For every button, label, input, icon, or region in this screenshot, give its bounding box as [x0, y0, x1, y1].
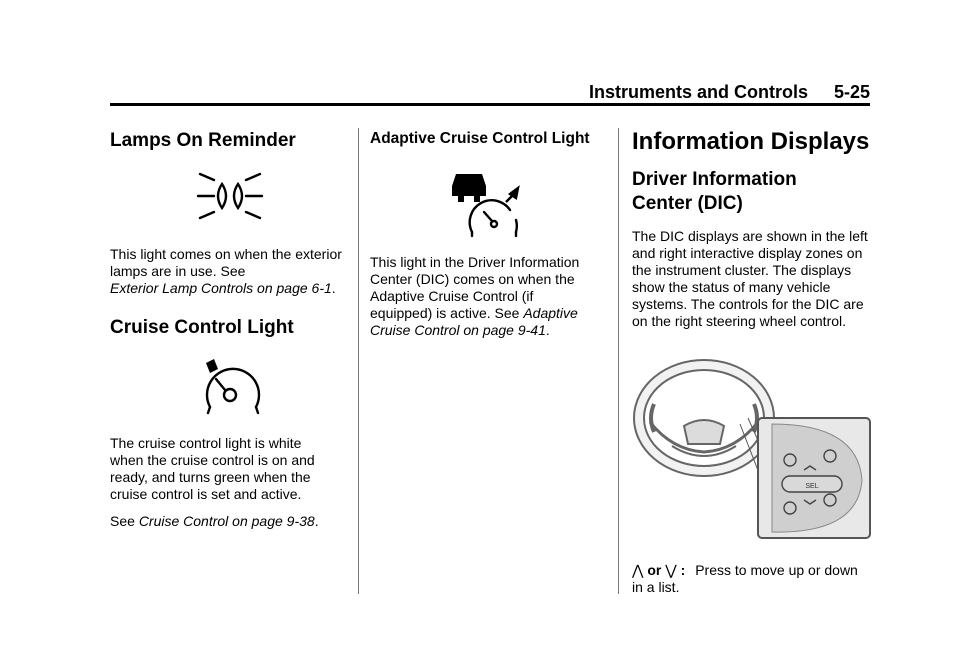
lamps-on-body: This light comes on when the exterior lamps are in use. See [110, 246, 342, 279]
or-label: or [647, 562, 662, 578]
cruise-ref-period: . [314, 513, 319, 529]
acc-ref-period: . [545, 322, 550, 338]
adaptive-cruise-text [370, 254, 595, 339]
lamps-ref-period: . [331, 280, 336, 296]
column-2 [370, 120, 602, 339]
cruise-control-ref [110, 513, 350, 530]
header-text [589, 82, 870, 103]
adaptive-cruise-icon [370, 168, 602, 238]
chevron-up-icon: ⋀ [632, 562, 644, 578]
header-rule [110, 103, 870, 106]
lamps-on-text [110, 246, 350, 297]
updown-description [632, 562, 872, 596]
dic-text: The DIC displays are shown in the left and right interactive display zones on the instrument cluster. The displays show the status of many vehicle systems. The controls for the DIC are on the right steering wheel control. [632, 228, 868, 329]
information-displays-heading: Information Displays [632, 128, 870, 155]
cruise-see: See [110, 513, 135, 529]
lamps-on-icon [110, 166, 350, 226]
cruise-control-text: The cruise control light is white when the cruise control is on and ready, and turns green when the cruise control is set and active. [110, 435, 315, 502]
column-3 [632, 120, 872, 596]
cruise-control-link[interactable]: Cruise Control on page 9-38 [138, 513, 315, 529]
dic-heading-line-1: Driver Information [632, 169, 797, 190]
page-number: 5-25 [833, 82, 870, 102]
cruise-control-icon [110, 355, 350, 423]
column-1 [110, 120, 350, 530]
section-title: Instruments and Controls [588, 82, 808, 102]
lamps-on-reminder-heading: Lamps On Reminder [110, 130, 296, 151]
sel-label: SEL [805, 483, 819, 490]
exterior-lamp-controls-link[interactable]: Exterior Lamp Controls on page 6-1 [110, 280, 332, 296]
column-divider-2 [618, 128, 619, 594]
adaptive-cruise-heading: Adaptive Cruise Control Light [370, 130, 590, 147]
colon-label: : [680, 562, 686, 578]
cruise-control-light-heading: Cruise Control Light [110, 317, 294, 338]
updown-text: Press to move up or down in a list. [632, 562, 858, 595]
dic-heading-line-2: Center (DIC) [632, 193, 743, 214]
column-divider-1 [358, 128, 359, 594]
adaptive-cruise-link[interactable]: Adaptive Cruise Control on page 9-41 [370, 305, 578, 338]
chevron-down-icon: ⋁ [665, 562, 677, 578]
steering-wheel-control-illustration [632, 354, 872, 544]
adaptive-cruise-body: This light in the Driver Information Center (DIC) comes on when the Adaptive Cruise Control (if equipped) is active. See [370, 254, 580, 321]
